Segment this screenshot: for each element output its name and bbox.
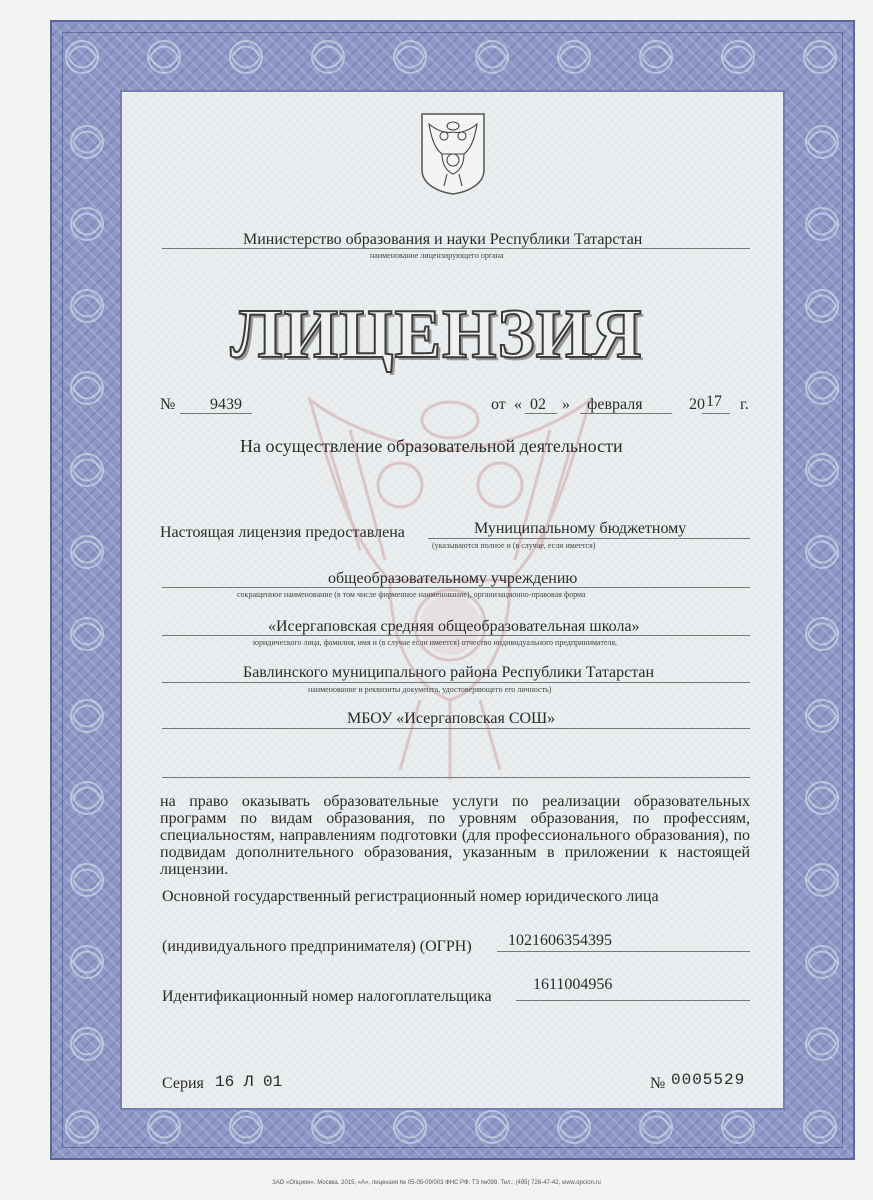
org-underline-5 xyxy=(162,728,750,729)
org-underline-1 xyxy=(428,538,750,539)
inn-underline xyxy=(516,1000,750,1001)
ogrn-label-1: Основной государственный регистрационный номер юридического лица xyxy=(162,888,659,905)
org-caption-1: (указываются полное и (в случае, если имеется) xyxy=(432,541,596,550)
org-underline-6 xyxy=(162,777,750,778)
license-number: 9439 xyxy=(210,396,242,413)
series-value: 16 Л 01 xyxy=(215,1073,283,1091)
year-prefix: 20 xyxy=(689,396,705,413)
date-month: февраля xyxy=(587,396,643,413)
printer-imprint: ЗАО «Опцион», Москва, 2015, «А», лицензия № 05-05-09/003 ФНС РФ, ТЗ №099, Тел.: (495) 726-47-42, www.opcion.ru xyxy=(272,1180,601,1186)
date-prefix: от xyxy=(491,396,506,413)
org-name-line-4: Бавлинского муниципального района Республики Татарстан xyxy=(243,664,655,681)
ogrn-label-2: (индивидуального предпринимателя) (ОГРН) xyxy=(162,938,472,955)
day-underline xyxy=(525,413,557,414)
authority-caption: наименование лицензирующего органа xyxy=(370,251,504,260)
number-underline xyxy=(180,413,252,414)
licensing-authority: Министерство образования и науки Республики Татарстан xyxy=(243,231,643,248)
granted-label: Настоящая лицензия предоставлена xyxy=(160,524,405,541)
date-day: 02 xyxy=(530,396,546,413)
quote-open: « xyxy=(514,396,522,413)
coat-of-arms-icon xyxy=(420,112,486,196)
inn-label: Идентификационный номер налогоплательщика xyxy=(162,988,492,1005)
ogrn-underline xyxy=(497,951,750,952)
org-name-line-2: общеобразовательному учреждению xyxy=(328,570,578,587)
blank-number-sign: № xyxy=(650,1075,666,1092)
year-underline xyxy=(702,413,730,414)
authority-underline xyxy=(162,248,750,249)
year-abbr: г. xyxy=(740,396,749,413)
blank-number: 0005529 xyxy=(671,1071,746,1089)
inn-value: 1611004956 xyxy=(533,976,613,993)
org-short-name: МБОУ «Исергаповская СОШ» xyxy=(347,710,556,727)
document-title: ЛИЦЕНЗИЯ xyxy=(230,296,643,373)
org-caption-4: наименование и реквизиты документа, удостоверяющего его личность) xyxy=(308,685,552,694)
org-name-line-3: «Исергаповская средняя общеобразовательная школа» xyxy=(268,618,640,635)
license-purpose: На осуществление образовательной деятельности xyxy=(240,436,623,456)
number-sign: № xyxy=(160,396,176,413)
quote-close: » xyxy=(562,396,570,413)
org-underline-2 xyxy=(162,587,750,588)
ogrn-value: 1021606354395 xyxy=(508,932,612,949)
org-underline-4 xyxy=(162,682,750,683)
org-name-line-1: Муниципальному бюджетному xyxy=(474,520,687,537)
org-underline-3 xyxy=(162,635,750,636)
org-caption-2: сокращенное наименование (в том числе фирменное наименование), организационно-правовая форма xyxy=(237,590,586,599)
series-label: Серия xyxy=(162,1075,204,1092)
year-suffix: 17 xyxy=(706,393,722,410)
org-caption-3: юридического лица, фамилия, имя и (в случае если имеется) отчество индивидуального предпринимателя, xyxy=(253,638,618,647)
rights-paragraph: на право оказывать образовательные услуги по реализации образовательных программ по видам образования, по уровням образования, по профессиям, специальностям, направлениям подготовки (для профессионального образования), по подвидам дополнительного образования, указанным в приложении к настоящей лицензии. xyxy=(160,793,750,878)
month-underline xyxy=(580,413,672,414)
